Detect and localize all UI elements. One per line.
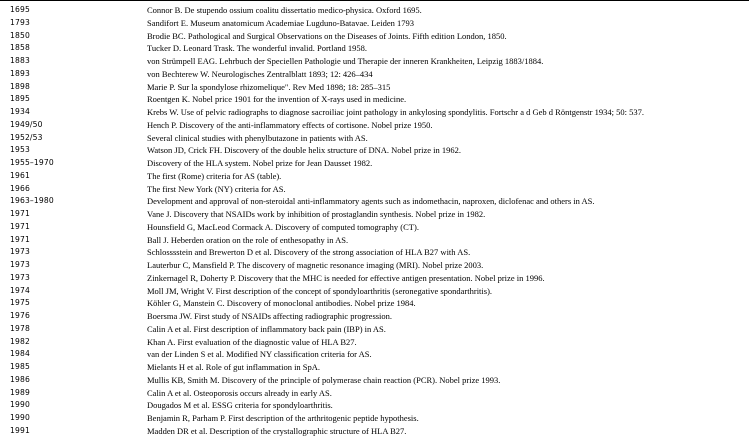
event-description-cell: Several clinical studies with phenylbutazone in patients with AS.	[147, 132, 368, 143]
year-cell: 1695	[0, 1, 147, 17]
event-description-cell: Moll JM, Wright V. First description of the concept of spondyloarthritis (seronegative spondarthritis).	[147, 285, 493, 296]
table-row	[0, 399, 749, 412]
table-row	[0, 336, 749, 349]
event-description-cell: Calin A et al. Osteoporosis occurs already in early AS.	[147, 387, 332, 398]
timeline-table-body	[0, 1, 749, 438]
table-row	[0, 297, 749, 310]
year-cell: 1973	[10, 260, 30, 269]
year-cell: 1971	[10, 209, 30, 218]
year-cell: 1949/50	[10, 119, 43, 129]
event-description-cell: Dougados M et al. ESSG criteria for spondyloarthritis.	[147, 400, 333, 411]
year-cell: 1934	[10, 107, 30, 116]
table-row	[0, 55, 749, 68]
table-row	[0, 323, 749, 336]
table-row	[0, 285, 749, 298]
event-description-cell: Ball J. Heberden oration on the role of enthesopathy in AS.	[147, 234, 349, 245]
event-description-cell: Madden DR et al. Description of the crystallographic structure of HLA B27.	[147, 425, 407, 436]
event-description-cell: Development and approval of non-steroidal anti-inflammatory agents such as indomethacin, naproxen, diclofenac and others in AS.	[147, 196, 595, 207]
year-cell: 1982	[10, 336, 30, 346]
table-row	[0, 310, 749, 323]
year-cell: 1990	[10, 400, 30, 410]
event-description-cell: Zinkernagel R, Doherty P. Discovery that the MHC is needed for effective antigen presentation. Nobel prize in 1996.	[147, 272, 545, 283]
year-cell: 1850	[10, 30, 30, 40]
table-row	[0, 93, 749, 106]
table-row	[0, 425, 749, 438]
event-description-cell: Lauterbur C, Mansfield P. The discovery of magnetic resonance imaging (MRI). Nobel prize 2003.	[147, 260, 484, 270]
event-description-cell: Brodie BC. Pathological and Surgical Observations on the Diseases of Joints. Fifth edition London, 1850.	[147, 30, 507, 41]
table-row	[0, 119, 749, 132]
table-row	[0, 412, 749, 425]
table-row	[0, 246, 749, 259]
table-row	[0, 374, 749, 387]
table-row	[0, 348, 749, 361]
event-description-cell: Roentgen K. Nobel price 1901 for the invention of X-rays used in medicine.	[147, 94, 407, 105]
year-cell: 1976	[10, 311, 30, 320]
event-description-cell: Mielants H et al. Role of gut inflammation in SpA.	[147, 362, 321, 372]
table-row	[0, 30, 749, 43]
event-description-cell: Köhler G, Manstein C. Discovery of monoclonal antibodies. Nobel prize 1984.	[147, 298, 416, 309]
event-description-cell: Krebs W. Use of pelvic radiographs to diagnose sacroiliac joint pathology in ankylosing spondylitis. Fortschr a d Geb d Röntgenstr 1934; 50: 537.	[147, 107, 644, 117]
year-cell: 1978	[10, 323, 30, 333]
table-row	[0, 132, 749, 145]
event-description-cell: Vane J. Discovery that NSAIDs work by inhibition of prostaglandin synthesis. Nobel prize in 1982.	[147, 209, 486, 219]
event-description-cell: van der Linden S et al. Modified NY classification criteria for AS.	[147, 349, 372, 360]
year-cell: 1971	[10, 234, 30, 244]
table-row	[0, 170, 749, 183]
event-description-cell: von Strümpell EAG. Lehrbuch der Speciellen Pathologie und Therapie der inneren Krankheiten, Leipzig 1883/1884.	[147, 56, 544, 66]
event-description-cell: Khan A. First evaluation of the diagnostic value of HLA B27.	[147, 336, 357, 347]
year-cell: 1955–1970	[10, 158, 54, 167]
table-row	[0, 1, 749, 17]
year-cell: 1973	[10, 247, 30, 257]
year-cell: 1975	[10, 298, 30, 308]
year-cell: 1953	[10, 145, 30, 155]
table-row	[0, 195, 749, 208]
event-description-cell: Calin A et al. First description of inflammatory back pain (IBP) in AS.	[147, 323, 386, 334]
table-row	[0, 81, 749, 94]
year-cell: 1858	[10, 43, 30, 53]
table-row	[0, 183, 749, 196]
event-description-cell: Hench P. Discovery of the anti-inflammatory effects of cortisone. Nobel prize 1950.	[147, 119, 433, 130]
table-row	[0, 361, 749, 374]
event-description-cell: Watson JD, Crick FH. Discovery of the double helix structure of DNA. Nobel prize in 1962.	[147, 145, 461, 156]
year-cell: 1966	[10, 183, 30, 193]
table-row	[0, 221, 749, 234]
event-description-cell: von Bechterew W. Neurologisches Zentralblatt 1893; 12: 426–434	[147, 68, 373, 79]
year-cell: 1989	[10, 387, 30, 397]
event-description-cell: Sandifort E. Museum anatomicum Academiae Lugduno-Batavae. Leiden 1793	[147, 17, 414, 28]
table-row	[0, 144, 749, 157]
event-description-cell: Boersma JW. First study of NSAIDs affecting radiographic progression.	[147, 311, 393, 321]
table-row	[0, 68, 749, 81]
table-row	[0, 157, 749, 170]
year-cell: 1991	[10, 425, 30, 435]
year-cell: 1973	[10, 272, 30, 282]
year-cell: 1961	[10, 170, 30, 180]
event-description-cell: Benjamin R, Parham P. First description of the arthritogenic peptide hypothesis.	[147, 413, 419, 423]
year-cell: 1895	[10, 94, 30, 104]
table-row	[0, 208, 749, 221]
year-cell: 1984	[10, 349, 30, 359]
year-cell: 1883	[10, 56, 30, 65]
year-cell: 1952/53	[10, 132, 43, 142]
event-description-cell: The first (Rome) criteria for AS (table).	[147, 170, 282, 181]
event-description-cell: The first New York (NY) criteria for AS.	[147, 183, 286, 194]
year-cell: 1986	[10, 374, 30, 384]
year-cell: 1971	[10, 221, 30, 231]
year-cell: 1898	[10, 81, 30, 91]
table-row	[0, 387, 749, 400]
table-row	[0, 234, 749, 247]
year-cell: 1985	[10, 362, 30, 371]
year-cell: 1893	[10, 68, 30, 78]
table-row	[0, 272, 749, 285]
table-row	[0, 17, 749, 30]
event-description-cell: Schlosssstein and Brewerton D et al. Discovery of the strong association of HLA B27 with AS.	[147, 247, 471, 258]
year-cell: 1793	[10, 17, 30, 27]
event-description-cell: Marie P. Sur la spondylose rhizomelique". Rev Med 1898; 18: 285–315	[147, 81, 391, 92]
event-description-cell: Tucker D. Leonard Trask. The wonderful invalid. Portland 1958.	[147, 43, 368, 54]
table-row	[0, 42, 749, 55]
event-description-cell: Discovery of the HLA system. Nobel prize for Jean Dausset 1982.	[147, 158, 373, 168]
event-description-cell: Mullis KB, Smith M. Discovery of the principle of polymerase chain reaction (PCR). Nobel prize 1993.	[147, 374, 501, 385]
year-cell: 1990	[10, 413, 30, 422]
year-cell: 1963–1980	[10, 196, 54, 206]
event-description-cell: Connor B. De stupendo ossium coalitu dissertatio medico-physica. Oxford 1695.	[147, 1, 749, 17]
year-cell: 1974	[10, 285, 30, 295]
table-row	[0, 259, 749, 272]
event-description-cell: Hounsfield G, MacLeod Cormack A. Discovery of computed tomography (CT).	[147, 221, 419, 232]
table-row	[0, 106, 749, 119]
